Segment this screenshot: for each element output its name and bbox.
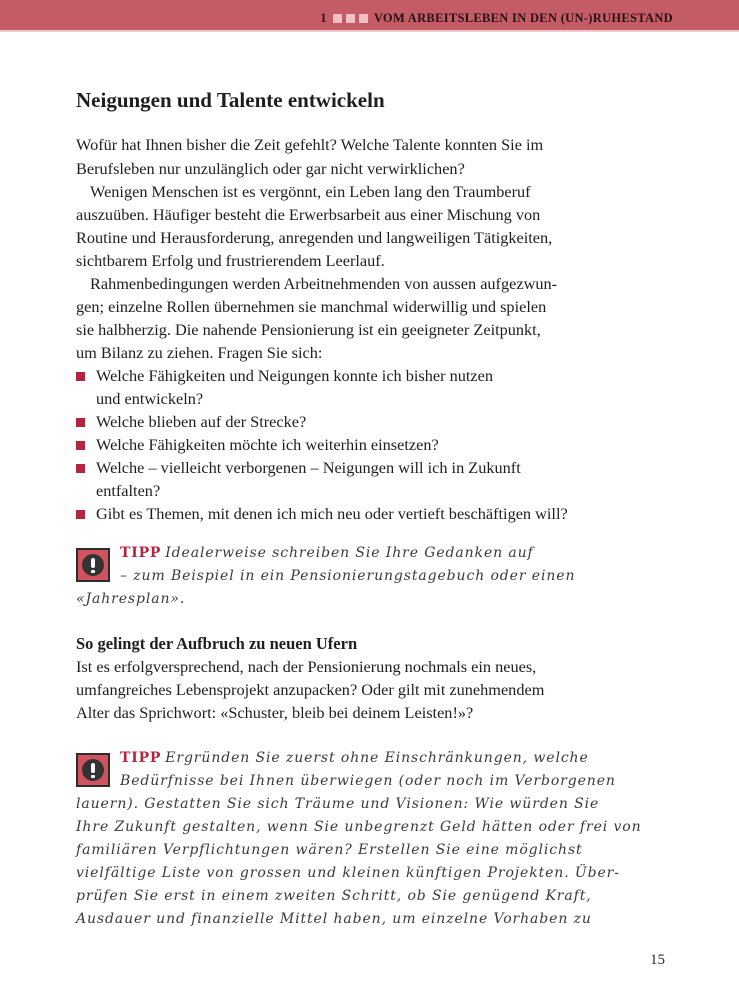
paragraph-line: sichtbarem Erfolg und frustrierendem Leerlauf. bbox=[76, 251, 385, 270]
exclamation-icon bbox=[76, 753, 110, 787]
decorative-square-icon bbox=[359, 14, 368, 23]
paragraph-line: Rahmenbedingungen werden Arbeitnehmenden von aussen aufgezwun- bbox=[90, 274, 558, 293]
paragraph-line: Routine und Herausforderung, anregenden und langweiligen Tätigkeiten, bbox=[76, 228, 553, 247]
paragraph-line: umfangreiches Lebensprojekt anzupacken? Oder gilt mit zunehmendem bbox=[76, 680, 545, 699]
chapter-number: 1 bbox=[320, 11, 327, 25]
section-title: Neigungen und Talente entwickeln bbox=[76, 88, 385, 112]
paragraph-line: Wenigen Menschen ist es vergönnt, ein Leben lang den Traumberuf bbox=[90, 182, 531, 201]
tip-line: Ausdauer und finanzielle Mittel haben, um einzelne Vorhaben zu bbox=[76, 911, 592, 927]
paragraph-line: gen; einzelne Rollen übernehmen sie manchmal widerwillig und spielen bbox=[76, 297, 547, 316]
paragraph-line: Ist es erfolgversprechend, nach der Pensionierung nochmals ein neues, bbox=[76, 657, 537, 676]
tip-line: prüfen Sie erst in einem zweiten Schritt, ob Sie genügend Kraft, bbox=[76, 888, 592, 904]
bullet-square-icon bbox=[76, 464, 85, 473]
tip-label: TIPP bbox=[120, 545, 162, 561]
list-item: Welche Fähigkeiten möchte ich weiterhin einsetzen? bbox=[96, 435, 439, 454]
list-item: Welche blieben auf der Strecke? bbox=[96, 412, 307, 431]
tip-line: Bedürfnisse bei Ihnen überwiegen (oder noch im Verborgenen bbox=[120, 773, 616, 789]
decorative-square-icon bbox=[333, 14, 342, 23]
tip-line: lauern). Gestatten Sie sich Träume und Visionen: Wie würden Sie bbox=[76, 796, 600, 812]
list-item: Gibt es Themen, mit denen ich mich neu oder vertieft beschäftigen will? bbox=[96, 504, 568, 523]
exclamation-icon bbox=[76, 548, 110, 582]
running-header bbox=[320, 11, 673, 26]
list-item-continued: entfalten? bbox=[96, 481, 161, 500]
tip-line: TIPP Idealerweise schreiben Sie Ihre Gedanken auf bbox=[120, 545, 534, 561]
bullet-square-icon bbox=[76, 441, 85, 450]
bullet-square-icon bbox=[76, 510, 85, 519]
tip-label: TIPP bbox=[120, 750, 162, 766]
decorative-square-icon bbox=[346, 14, 355, 23]
list-item: Welche – vielleicht verborgenen – Neigungen will ich in Zukunft bbox=[96, 458, 521, 477]
list-item: Welche Fähigkeiten und Neigungen konnte ich bisher nutzen bbox=[96, 366, 494, 385]
tip-line: «Jahresplan». bbox=[76, 591, 186, 607]
page-number: 15 bbox=[650, 952, 665, 968]
chapter-header-bar bbox=[0, 0, 739, 32]
paragraph-line: auszuüben. Häufiger besteht die Erwerbsarbeit aus einer Mischung von bbox=[76, 205, 541, 224]
tip-line: Ihre Zukunft gestalten, wenn Sie unbegrenzt Geld hätten oder frei von bbox=[76, 819, 642, 835]
tip-line: familiären Verpflichtungen wären? Erstellen Sie eine möglichst bbox=[76, 842, 583, 858]
paragraph-line: um Bilanz zu ziehen. Fragen Sie sich: bbox=[76, 343, 323, 362]
tip-line: TIPP Ergründen Sie zuerst ohne Einschränkungen, welche bbox=[120, 750, 589, 766]
list-item-continued: und entwickeln? bbox=[96, 389, 204, 408]
tip-line: vielfältige Liste von grossen und kleinen künftigen Projekten. Über- bbox=[76, 865, 620, 881]
bullet-square-icon bbox=[76, 372, 85, 381]
paragraph-line: Berufsleben nur unzulänglich oder gar nicht verwirklichen? bbox=[76, 159, 465, 178]
subsection-title: So gelingt der Aufbruch zu neuen Ufern bbox=[76, 634, 358, 653]
bullet-square-icon bbox=[76, 418, 85, 427]
tip-line: – zum Beispiel in ein Pensionierungstagebuch oder einen bbox=[120, 568, 576, 584]
paragraph-line: sie halbherzig. Die nahende Pensionierung ist ein geeigneter Zeitpunkt, bbox=[76, 320, 541, 339]
chapter-title: VOM ARBEITSLEBEN IN DEN (UN-)RUHESTAND bbox=[373, 11, 673, 25]
paragraph-line: Wofür hat Ihnen bisher die Zeit gefehlt? Welche Talente konnten Sie im bbox=[76, 135, 544, 154]
paragraph-line: Alter das Sprichwort: «Schuster, bleib bei deinem Leisten!»? bbox=[76, 703, 474, 722]
